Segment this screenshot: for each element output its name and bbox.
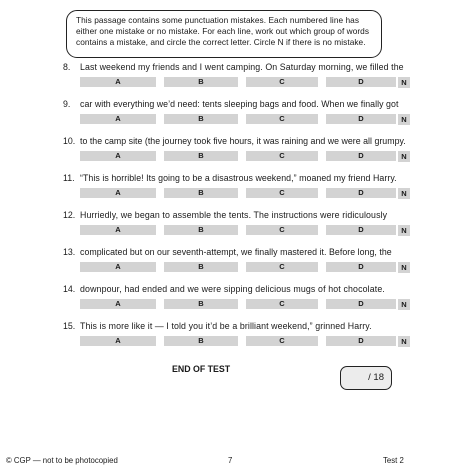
answer-options — [80, 262, 396, 272]
question-text: Last weekend my friends and I went camping. On Saturday morning, we filled the — [80, 62, 404, 72]
option-d[interactable]: D — [326, 225, 396, 235]
footer-copyright: © CGP — not to be photocopied — [6, 456, 118, 465]
option-n-no-mistake[interactable]: N — [398, 188, 410, 199]
option-a[interactable]: A — [80, 114, 156, 124]
option-c[interactable]: C — [246, 299, 318, 309]
question-text: This is more like it — I told you it’d be a brilliant weekend,” grinned Harry. — [80, 321, 372, 331]
question-row — [0, 210, 472, 250]
footer-page-number: 7 — [228, 456, 233, 465]
answer-options — [80, 225, 396, 235]
question-text: Hurriedly, we began to assemble the tents. The instructions were ridiculously — [80, 210, 388, 220]
option-d[interactable]: D — [326, 299, 396, 309]
question-row — [0, 173, 472, 213]
question-row — [0, 321, 472, 361]
option-c[interactable]: C — [246, 188, 318, 198]
instructions-box — [66, 10, 382, 58]
option-a[interactable]: A — [80, 225, 156, 235]
option-c[interactable]: C — [246, 262, 318, 272]
option-n-no-mistake[interactable]: N — [398, 77, 410, 88]
option-b[interactable]: B — [164, 188, 238, 198]
option-a[interactable]: A — [80, 262, 156, 272]
option-c[interactable]: C — [246, 336, 318, 346]
question-row — [0, 284, 472, 324]
option-b[interactable]: B — [164, 151, 238, 161]
question-text: “This is horrible! Its going to be a disastrous weekend,” moaned my friend Harry. — [80, 173, 397, 183]
question-number: 12. — [63, 210, 76, 220]
option-b[interactable]: B — [164, 299, 238, 309]
option-d[interactable]: D — [326, 77, 396, 87]
option-d[interactable]: D — [326, 188, 396, 198]
end-of-test-label: END OF TEST — [172, 364, 231, 374]
question-text: downpour, had ended and we were sipping delicious mugs of hot chocolate. — [80, 284, 385, 294]
option-c[interactable]: C — [246, 114, 318, 124]
option-a[interactable]: A — [80, 299, 156, 309]
question-number: 10. — [63, 136, 76, 146]
option-d[interactable]: D — [326, 336, 396, 346]
question-row — [0, 247, 472, 287]
option-n-no-mistake[interactable]: N — [398, 151, 410, 162]
option-c[interactable]: C — [246, 225, 318, 235]
answer-options — [80, 77, 396, 87]
option-c[interactable]: C — [246, 77, 318, 87]
question-row — [0, 62, 472, 102]
answer-options — [80, 151, 396, 161]
option-a[interactable]: A — [80, 151, 156, 161]
option-a[interactable]: A — [80, 336, 156, 346]
option-d[interactable]: D — [326, 262, 396, 272]
option-n-no-mistake[interactable]: N — [398, 262, 410, 273]
question-row — [0, 99, 472, 139]
answer-options — [80, 336, 396, 346]
question-number: 8. — [63, 62, 71, 72]
option-b[interactable]: B — [164, 225, 238, 235]
option-b[interactable]: B — [164, 336, 238, 346]
option-a[interactable]: A — [80, 77, 156, 87]
option-c[interactable]: C — [246, 151, 318, 161]
option-n-no-mistake[interactable]: N — [398, 299, 410, 310]
question-number: 9. — [63, 99, 71, 109]
question-number: 11. — [63, 173, 75, 183]
question-text: car with everything we’d need: tents sleeping bags and food. When we finally got — [80, 99, 399, 109]
option-d[interactable]: D — [326, 114, 396, 124]
option-n-no-mistake[interactable]: N — [398, 336, 410, 347]
question-text: complicated but on our seventh-attempt, we finally mastered it. Before long, the — [80, 247, 392, 257]
option-d[interactable]: D — [326, 151, 396, 161]
question-row — [0, 136, 472, 176]
score-box: / 18 — [340, 366, 392, 390]
option-n-no-mistake[interactable]: N — [398, 114, 410, 125]
answer-options — [80, 188, 396, 198]
option-b[interactable]: B — [164, 262, 238, 272]
answer-options — [80, 299, 396, 309]
option-b[interactable]: B — [164, 77, 238, 87]
question-number: 15. — [63, 321, 76, 331]
footer-test-name: Test 2 — [383, 456, 404, 465]
option-n-no-mistake[interactable]: N — [398, 225, 410, 236]
question-text: to the camp site (the journey took five hours, it was raining and we were all grumpy. — [80, 136, 406, 146]
option-a[interactable]: A — [80, 188, 156, 198]
option-b[interactable]: B — [164, 114, 238, 124]
question-number: 14. — [63, 284, 76, 294]
answer-options — [80, 114, 396, 124]
instructions-text: This passage contains some punctuation mistakes. Each numbered line has either one mistake or no mistake. For each line, work out which group of words contains a mistake, and circle the correct letter. Circle N if there is no mistake. — [76, 15, 370, 48]
question-number: 13. — [63, 247, 76, 257]
